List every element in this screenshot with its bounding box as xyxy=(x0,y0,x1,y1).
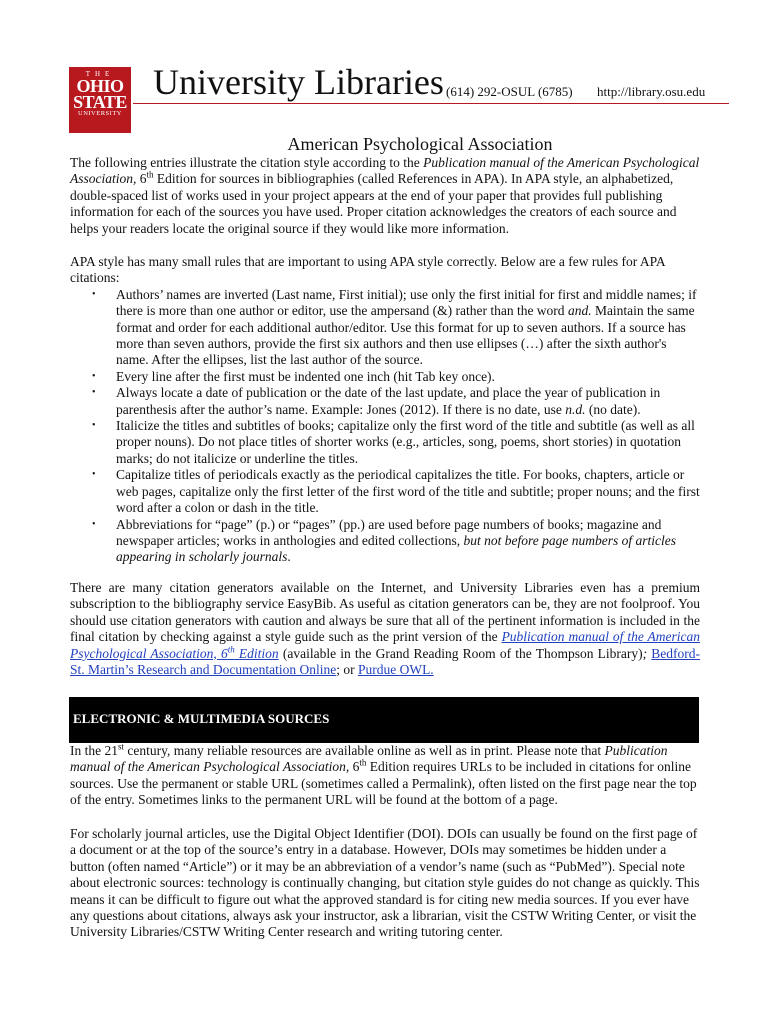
generators-paragraph: There are many citation generators available on the Internet, and University Libraries even has a premium subscription to the bibliography service EasyBib. As useful as citation generators can be, they are not foolproof. You should use citation generators with caution and always be sure that all of the pertinent information is included in the final citation by checking against a style guide such as the print version of the Publication manual of the American Psychological Association, 6th Edition (available in the Grand Reading Room of the Thompson Library); Bedford-St. Martin’s Research and Documentation Online; or Purdue OWL. xyxy=(70,580,701,678)
document-title: American Psychological Association xyxy=(287,134,553,154)
publication-manual-link[interactable]: Publication manual of the American Psychological Association, 6th Edition xyxy=(70,629,700,661)
header-title: University Libraries xyxy=(153,62,444,102)
logo-line-state: STATE xyxy=(73,92,127,112)
rule-item: • Always locate a date of publication or the date of the last update, and place the year of publication in parenthesis after the author’s name. Example: Jones (2012). If there is no date, use n.d. (no date). xyxy=(92,385,661,417)
rules-list xyxy=(70,287,700,566)
header-url[interactable]: http://library.osu.edu xyxy=(597,84,706,99)
bedford-link[interactable]: Bedford-St. Martin’s Research and Documentation Online xyxy=(70,645,701,678)
electronic-paragraph: In the 21st century, many reliable resources are available online as well as in print. Please note that Publication manual of the American Psychological Association, 6th Edition requires URLs to be included in citations for online sources. Use the permanent or stable URL (sometimes called a Permalink), often listed on the first page near the top of the entry. Sometimes links to the permanent URL will be found at the bottom of a page. xyxy=(70,741,697,808)
rule-item: • Authors’ names are inverted (Last name, First initial); use only the first initial for first and middle names; if there is more than one author or editor, use the ampersand (&) rather than the word and. Maintain the same format and order for each additional author/editor. Use this format for up to seven authors. If a source has more than seven authors, provide the first six authors and then use ellipses (…) after the sixth author's name. After the ellipses, list the last author of the source. xyxy=(92,286,697,368)
section-heading-electronic: ELECTRONIC & MULTIMEDIA SOURCES xyxy=(69,697,699,743)
rule-item: • Every line after the first must be indented one inch (hit Tab key once). xyxy=(92,368,495,384)
intro-sup: th xyxy=(146,169,154,180)
intro-text: The following entries illustrate the citation style according to the xyxy=(70,155,424,170)
logo-line-ohio: OHIO xyxy=(76,76,124,96)
header-divider xyxy=(133,103,729,104)
bullet-icon: • xyxy=(92,469,96,481)
logo-line-university: UNIVERSITY xyxy=(78,110,122,117)
bullet-icon: • xyxy=(92,387,96,399)
bullet-icon: • xyxy=(92,518,96,530)
logo-line-the: THE xyxy=(85,70,115,78)
rule-item: • Italicize the titles and subtitles of books; capitalize only the first word of the title and subtitle (as well as all proper nouns). Do not place titles of shorter works (e.g., articles, song, poems, short stories) in quotation marks; do not italicize or underline the titles. xyxy=(92,418,695,466)
bullet-icon: • xyxy=(92,288,96,300)
intro-text: 6 xyxy=(136,171,147,187)
rules-section xyxy=(70,254,700,566)
bullet-icon: • xyxy=(92,420,96,432)
doi-paragraph: For scholarly journal articles, use the Digital Object Identifier (DOI). DOIs can usually be found on the first page of a document or at the top of the source’s entry in a database. However, DOIs may sometimes be hidden under a button (often named “Article”) or it may be an abbreviation of a vendor’s name (such as “PubMed”). Special note about electronic sources: technology is continually changing, but citation style guides do not change as quickly. This means it can be difficult to figure out what the approved standard is for citing new media sources. If you ever have any questions about citations, always ask your instructor, ask a librarian, visit the CSTW Writing Center, or visit the University Libraries/CSTW Writing Center research and writing tutoring center. xyxy=(70,826,700,940)
rule-item: • Abbreviations for “page” (p.) or “pages” (pp.) are used before page numbers of books; magazine and newspaper articles; works in anthologies and edited collections, but not before page numbers of articles appearing in scholarly journals. xyxy=(92,516,677,565)
intro-paragraph xyxy=(70,155,700,237)
rules-intro: APA style has many small rules that are important to using APA style correctly. Below are a few rules for APA citations: xyxy=(70,254,665,286)
purdue-owl-link[interactable]: Purdue OWL. xyxy=(357,662,434,678)
intro-text: Edition for sources in bibliographies (called References in APA). In APA style, an alphabetized, double-spaced list of works used in your project appears at the end of your paper that provides full publishing information for each of the sources you have used. Proper citation acknowledges the creators of each source and helps your readers locate the original source if they would like more information. xyxy=(70,171,677,236)
header-phone: (614) 292-OSUL (6785) xyxy=(446,84,573,99)
osu-logo xyxy=(69,67,131,133)
intro-italic-title: Publication manual of the American Psychological Association, xyxy=(70,155,700,187)
bullet-icon: • xyxy=(92,370,96,382)
rule-item: • Capitalize titles of periodicals exactly as the periodical capitalizes the title. For books, chapters, article or web pages, capitalize only the first letter of the first word of the title and subtitle; proper nouns; and the first word after a colon or dash in the title. xyxy=(92,467,700,516)
